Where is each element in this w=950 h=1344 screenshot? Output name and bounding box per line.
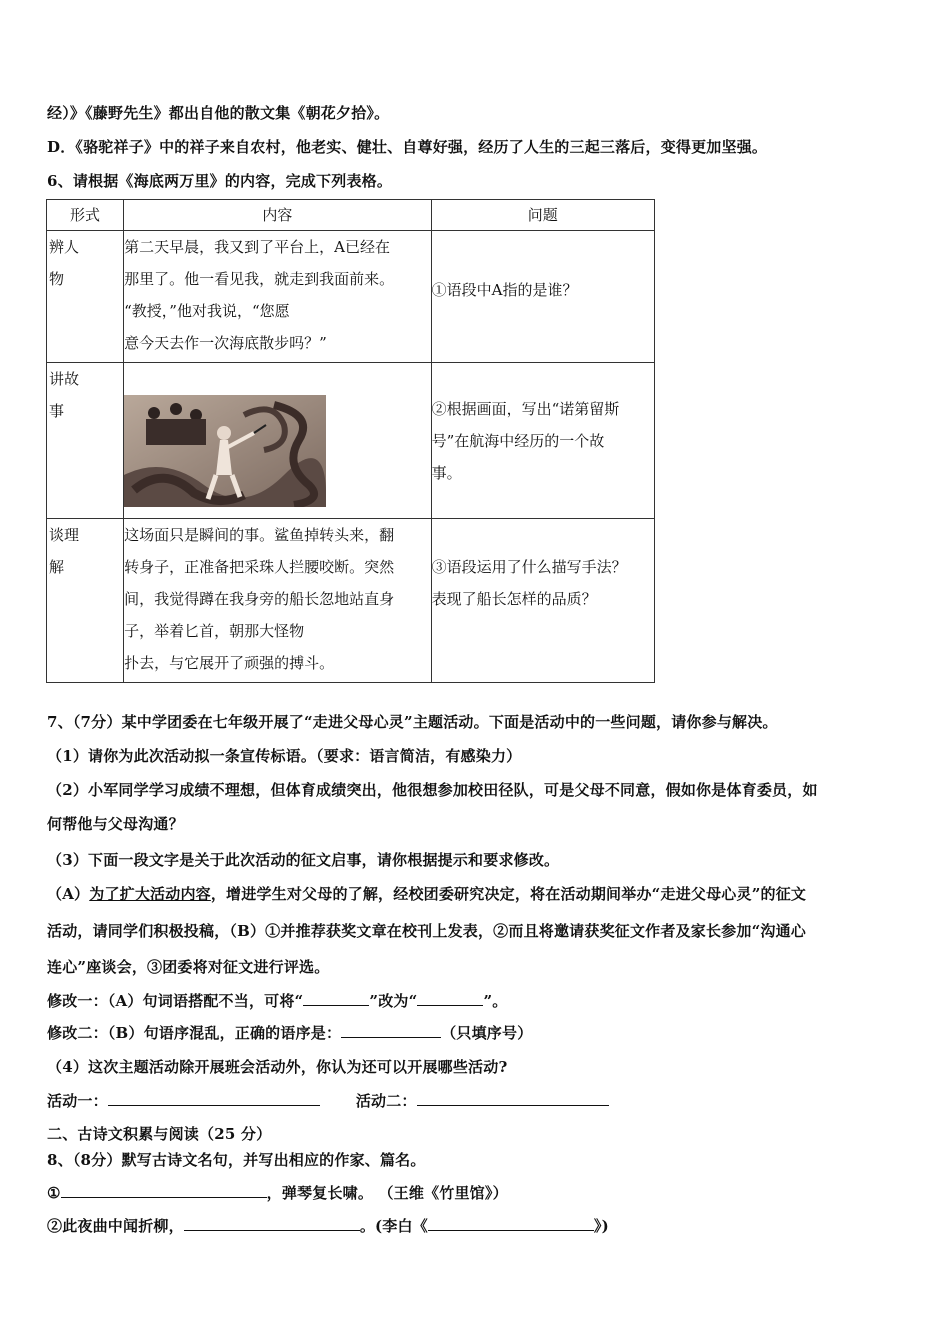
poem-line-1-text: ，弹琴复长啸。 （王维《竹里馆》） (266, 1184, 508, 1202)
cell-text: ②根据画面，写出“诺第留斯 (431, 399, 620, 418)
header-question: 问题 (431, 200, 654, 231)
revision-1-text: ”改为“ (369, 992, 418, 1010)
question-6-title: 6、请根据《海底两万里》的内容，完成下列表格。 (47, 172, 393, 190)
revision-1 (47, 990, 507, 1011)
cell-text: 谈理 (49, 526, 80, 544)
label-a: （A） (47, 885, 90, 903)
revision-1-text: ”。 (483, 992, 508, 1010)
passage-line-b: 活动，请同学们积极投稿，（B）①并推荐获奖文章在校刊上发表，②而且将邀请获奖征文作者及家长参加“沟通心 (47, 922, 807, 940)
cell-text: 意今天去作一次海底散步吗？” (124, 334, 327, 352)
activity-1-blank[interactable] (108, 1091, 320, 1106)
cell-text: ③语段运用了什么描写手法？ (431, 558, 627, 576)
poem-line-2-text: 。(李白《 (359, 1217, 428, 1235)
cell-text: 辨人 (49, 238, 80, 256)
cell-text: 那里了。他一看见我，就走到我面前来。 (124, 270, 395, 288)
cell-text: 讲故 (49, 370, 80, 388)
poem-line-2 (47, 1215, 609, 1236)
table-header-row (47, 200, 655, 231)
activity-2-blank[interactable] (417, 1091, 609, 1106)
cell-text: 解 (49, 558, 65, 576)
question-7-part-2-cont: 何帮他与父母沟通？ (47, 815, 184, 833)
cell-content (124, 231, 432, 363)
activity-row (47, 1090, 609, 1111)
cell-text: 第二天早晨，我又到了平台上，A已经在 (124, 238, 390, 256)
poem-line-1-text: ① (47, 1184, 61, 1202)
header-form: 形式 (47, 200, 124, 231)
passage-line-a (47, 883, 806, 904)
cell-text: 子，举着匕首，朝那大怪物 (124, 622, 305, 640)
text-line: 经）》《藤野先生》都出自他的散文集《朝花夕拾》。 (47, 104, 390, 122)
question-7-part-4: （4）这次主题活动除开展班会活动外，你认为还可以开展哪些活动? (47, 1058, 508, 1076)
cell-form (47, 231, 124, 363)
activity-2-label: 活动二： (355, 1092, 417, 1110)
answer-blank[interactable] (417, 991, 483, 1006)
cell-text: 这场面只是瞬间的事。鲨鱼掉转头来，翻 (124, 526, 395, 544)
question-7-part-3: （3）下面一段文字是关于此次活动的征文启事，请你根据提示和要求修改。 (47, 851, 560, 869)
option-d: D．《骆驼祥子》中的祥子来自农村，他老实、健壮、自尊好强，经历了人生的三起三落后，变得更加坚强。 (47, 138, 768, 156)
cell-text: 物 (49, 270, 65, 288)
table-row (47, 231, 655, 363)
answer-blank[interactable] (184, 1216, 360, 1231)
table-row (47, 519, 655, 683)
question-7-part-1: （1）请你为此次活动拟一条宣传标语。（要求：语言简洁，有感染力） (47, 747, 522, 765)
cell-text: 间，我觉得蹲在我身旁的船长忽地站直身 (124, 590, 395, 608)
cell-text: 号”在航海中经历的一个故 (431, 431, 605, 450)
answer-blank[interactable] (303, 991, 369, 1006)
cell-question (431, 363, 654, 519)
answer-blank[interactable] (341, 1023, 441, 1038)
table-row (47, 363, 655, 519)
cell-content (124, 363, 432, 519)
revision-1-text: 修改一：（A）句词语搭配不当，可将“ (47, 992, 304, 1010)
section-2-heading: 二、古诗文积累与阅读（25 分） (47, 1125, 272, 1143)
form-table (46, 199, 655, 683)
poem-line-2-text: 》) (593, 1217, 609, 1235)
activity-1-label: 活动一： (47, 1092, 108, 1110)
cell-question (431, 519, 654, 683)
question-7-part-2: （2）小军同学学习成绩不理想，但体育成绩突出，他很想参加校田径队，可是父母不同意，假如你是体育委员，如 (47, 781, 818, 799)
revision-2-text: 修改二：（B）句语序混乱，正确的语序是： (47, 1024, 342, 1042)
illustration-image (124, 395, 326, 507)
cell-text: ①语段中A指的是谁？ (431, 280, 578, 299)
cell-form (47, 519, 124, 683)
cell-text: “教授，”他对我说，“您愿 (124, 302, 290, 320)
passage-line-c: 连心”座谈会，③团委将对征文进行评选。 (47, 958, 330, 976)
cell-text: 事。 (431, 463, 462, 482)
answer-blank[interactable] (428, 1216, 594, 1231)
answer-blank[interactable] (61, 1183, 267, 1198)
cell-text: 表现了船长怎样的品质？ (431, 590, 597, 608)
poem-line-1 (47, 1182, 508, 1203)
cell-text: 扑去，与它展开了顽强的搏斗。 (124, 654, 335, 672)
revision-2-text: （只填序号） (441, 1024, 533, 1042)
cell-content (124, 519, 432, 683)
passage-text: ，增进学生对父母的了解，经校团委研究决定，将在活动期间举办“走进父母心灵”的征文 (210, 885, 807, 903)
cell-question (431, 231, 654, 363)
header-content: 内容 (124, 200, 432, 231)
cell-text: 事 (49, 402, 65, 420)
underlined-phrase: 为了扩大活动内容 (89, 885, 211, 903)
cell-form (47, 363, 124, 519)
cell-text: 转身子，正准备把采珠人拦腰咬断。突然 (124, 558, 395, 576)
poem-line-2-text: ②此夜曲中闻折柳， (47, 1217, 184, 1235)
question-8-title: 8、（8分）默写古诗文名句，并写出相应的作家、篇名。 (47, 1151, 426, 1169)
revision-2 (47, 1022, 532, 1043)
question-7-title: 7、（7分）某中学团委在七年级开展了“走进父母心灵”主题活动。下面是活动中的一些问题，请你参与解决。 (47, 713, 778, 731)
